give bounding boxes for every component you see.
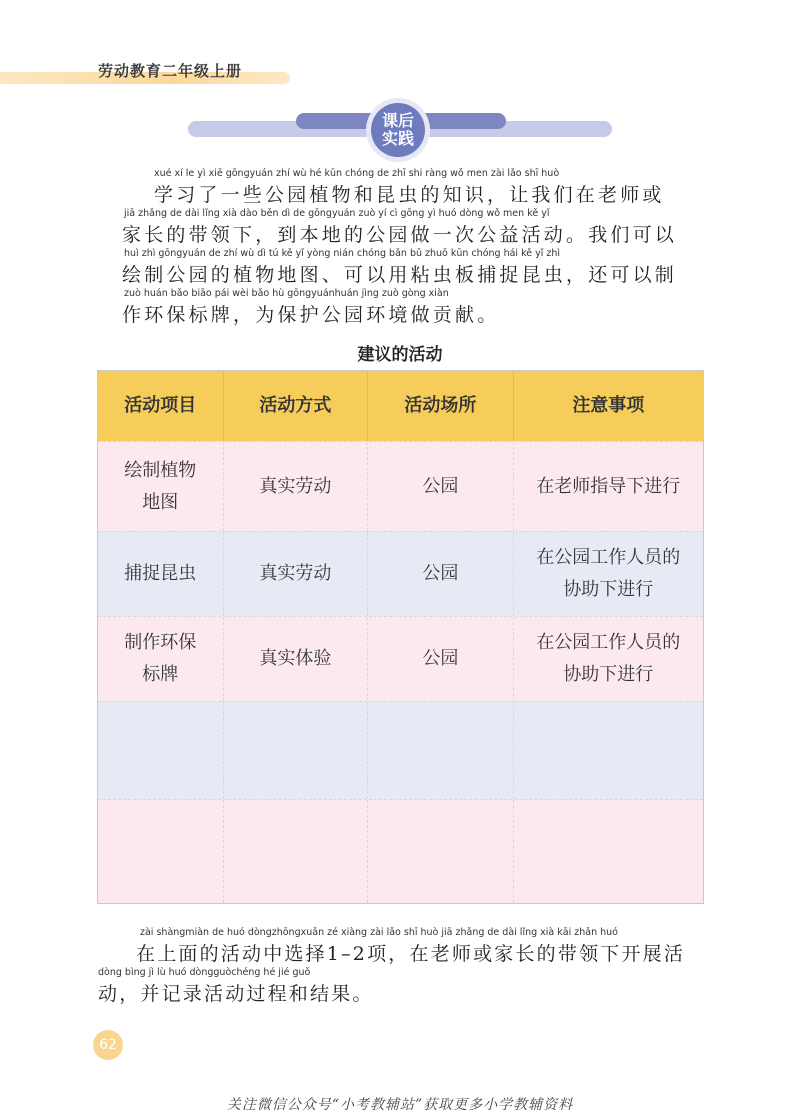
- item-line: 标牌: [142, 664, 179, 685]
- outro-pinyin-2: dòng bìng jì lù huó dòngguòchéng hé jié guǒ: [98, 967, 311, 978]
- table-header-row: [98, 371, 703, 441]
- intro-text-3: 绘制公园的植物地图、可以用粘虫板捕捉昆虫，还可以制: [122, 264, 678, 286]
- place-cell: 公园: [367, 442, 513, 531]
- note-line: 在公园工作人员的: [536, 547, 681, 568]
- mode-cell: 真实劳动: [223, 442, 368, 531]
- intro-text-2: 家长的带领下，到本地的公园做一次公益活动。我们可以: [122, 224, 678, 246]
- intro-pinyin-3: huì zhì gōngyuán de zhí wù dì tú kě yǐ yòng nián chóng bǎn bǔ zhuō kūn chóng hái kě yǐ zhì: [124, 248, 561, 259]
- section-badge-line2: 实践: [381, 129, 414, 148]
- item-line: 地图: [142, 491, 179, 513]
- header-cell: 活动场所: [367, 371, 513, 441]
- section-badge: [366, 98, 430, 162]
- place-cell: 公园: [367, 617, 513, 701]
- section-badge-line1: 课后: [381, 111, 414, 130]
- note-cell: [513, 532, 703, 616]
- item-line: 制作环保: [124, 632, 197, 653]
- outro-text-1: 在上面的活动中选择1–2项，在老师或家长的带领下开展活: [136, 943, 686, 965]
- note-line: 在公园工作人员的: [536, 632, 681, 653]
- empty-table-row: [98, 701, 703, 799]
- note-line: 协助下进行: [563, 579, 654, 600]
- note-cell: [513, 617, 703, 701]
- mode-cell: 真实劳动: [223, 532, 368, 616]
- item-cell: [98, 442, 223, 531]
- place-cell: 公园: [367, 532, 513, 616]
- intro-pinyin-4: zuò huán bǎo biāo pái wèi bǎo hù gōngyuánhuán jìng zuò gòng xiàn: [124, 288, 449, 299]
- empty-cell: [513, 702, 703, 799]
- intro-text-1: 学习了一些公园植物和昆虫的知识，让我们在老师或: [154, 184, 665, 206]
- empty-table-row: [98, 799, 703, 903]
- empty-cell: [223, 800, 368, 903]
- activity-table: [97, 370, 704, 904]
- book-title: 劳动教育二年级上册: [98, 62, 243, 80]
- intro-text-4: 作环保标牌，为保护公园环境做贡献。: [122, 304, 500, 326]
- table-row: [98, 441, 703, 531]
- note-line: 协助下进行: [563, 664, 654, 685]
- outro-text-2: 动，并记录活动过程和结果。: [98, 983, 374, 1005]
- table-row: [98, 616, 703, 701]
- empty-cell: [513, 800, 703, 903]
- item-line: 绘制植物: [124, 459, 197, 481]
- header-cell: 活动方式: [223, 371, 368, 441]
- note-line: 在老师指导下进行: [536, 475, 681, 497]
- empty-cell: [367, 800, 513, 903]
- footer-note: 关注微信公众号“小考教辅站”获取更多小学教辅资料: [226, 1097, 574, 1113]
- empty-cell: [98, 800, 223, 903]
- empty-cell: [223, 702, 368, 799]
- empty-cell: [98, 702, 223, 799]
- note-cell: [513, 442, 703, 531]
- intro-pinyin-2: jiā zhǎng de dài lǐng xià dào běn dì de gōngyuán zuò yí cì gōng yì huó dòng wǒ men kě yǐ: [124, 208, 550, 219]
- item-cell: 捕捉昆虫: [124, 563, 197, 584]
- empty-cell: [367, 702, 513, 799]
- header-cell: 注意事项: [513, 371, 703, 441]
- item-cell: [98, 617, 223, 701]
- intro-pinyin-1: xué xí le yì xiē gōngyuán zhí wù hé kūn chóng de zhī shi ràng wǒ men zài lǎo shī huò: [154, 168, 560, 179]
- page-number: 62: [93, 1030, 123, 1060]
- table-title: 建议的活动: [357, 345, 443, 365]
- header-cell: 活动项目: [124, 395, 197, 416]
- outro-pinyin-1: zài shàngmiàn de huó dòngzhōngxuǎn zé xiàng zài lǎo shī huò jiā zhǎng de dài lǐng xià kāi zhǎn huó: [140, 927, 618, 938]
- mode-cell: 真实体验: [223, 617, 368, 701]
- table-row: [98, 531, 703, 616]
